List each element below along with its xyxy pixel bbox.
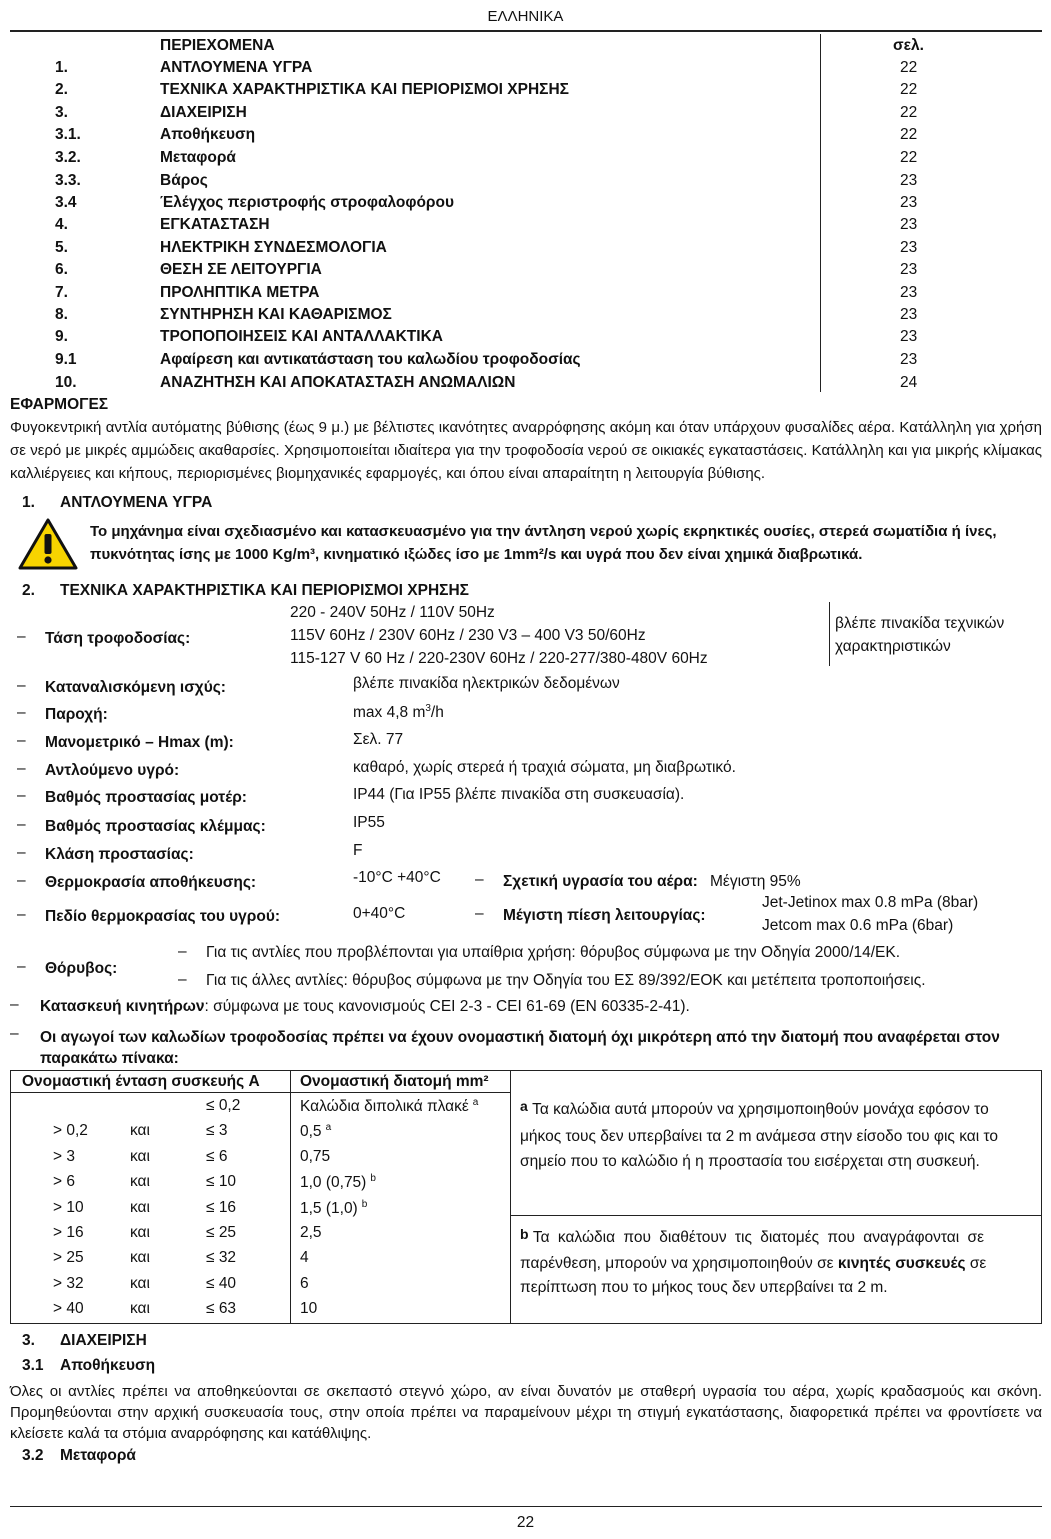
section1-warning-text: Το μηχάνημα είναι σχεδιασμένο και κατασκευασμένο για την άντληση νερού χωρίς εκρηκτικές ουσίες, στερεά σωματίδια ή ίνες, πυκνότητας ίσης με 1000 Kg/m³, κινηματικό ιξώδες ίσο με 1mm²/s και υγρά που δεν είναι χημικά διαβρωτικά. <box>90 523 997 563</box>
cell-and: και <box>130 1147 150 1165</box>
voltage-label: Τάση τροφοδοσίας: <box>45 630 191 647</box>
toc-row-title: ΑΝΑΖΗΤΗΣΗ ΚΑΙ ΑΠΟΚΑΤΑΣΤΑΣΗ ΑΝΩΜΑΛΙΩΝ <box>160 374 516 391</box>
page-number: 22 <box>516 1514 535 1531</box>
cell-section-value: 10 <box>300 1300 318 1318</box>
cell-footnote-mark: b <box>370 1173 376 1185</box>
cell-upper-bound: ≤ 3 <box>206 1122 228 1140</box>
cell-and: και <box>130 1224 150 1241</box>
cell-upper-bound: ≤ 0,2 <box>206 1097 241 1114</box>
motor-protection-label: Βαθμός προστασίας μοτέρ: <box>45 789 247 806</box>
toc-row-number: 4. <box>55 216 68 233</box>
toc-row-title: ΘΕΣΗ ΣΕ ΛΕΙΤΟΥΡΓΙΑ <box>160 261 322 278</box>
motor-build-label: Κατασκευή κινητήρων <box>40 998 205 1015</box>
applications-heading: ΕΦΑΡΜΟΓΕΣ <box>10 396 109 413</box>
flow-value-text: max 4,8 m <box>353 704 426 722</box>
footer-rule <box>10 1506 1042 1507</box>
cell-section-value: 2,5 <box>300 1224 322 1241</box>
toc-row-page: 22 <box>900 149 918 166</box>
toc-row-number: 10. <box>55 374 77 391</box>
pressure-line-1: Jet-Jetinox max 0.8 mPa (8bar) <box>762 894 979 911</box>
cell-upper-bound: ≤ 6 <box>206 1147 228 1165</box>
toc-row <box>0 81 1051 103</box>
toc-row-number: 3.2. <box>55 149 81 166</box>
toc-title: ΠΕΡΙΕΧΟΜΕΝΑ <box>160 37 275 54</box>
toc-row-title: Βάρος <box>160 172 208 189</box>
motor-protection-value: IP44 (Για IP55 βλέπε πινακίδα στη συσκευασία). <box>353 786 685 803</box>
table-header-bottom <box>10 1092 510 1093</box>
liquid-value: καθαρό, χωρίς στερεά ή τραχιά σώματα, μη διαβρωτικό. <box>353 759 736 776</box>
table-border-right <box>1041 1070 1042 1324</box>
cell-upper-bound: ≤ 10 <box>206 1173 237 1191</box>
toc-row <box>0 149 1051 171</box>
cell-and: και <box>130 1249 150 1267</box>
noise-line-1-dash: – <box>178 943 187 960</box>
toc-row-page: 24 <box>900 374 918 391</box>
toc-row-title: Μεταφορά <box>160 149 236 166</box>
cell-upper-bound: ≤ 16 <box>206 1198 237 1216</box>
cell-section <box>300 1249 309 1267</box>
toc-page-column-header: σελ. <box>893 37 924 54</box>
head-value: Σελ. 77 <box>353 731 404 748</box>
toc-row <box>0 306 1051 328</box>
cell-lower-bound: > 25 <box>53 1249 84 1267</box>
toc-row-number: 6. <box>55 261 68 278</box>
toc-row-page: 23 <box>900 306 918 323</box>
note-b-line-2-post: σε <box>965 1255 987 1272</box>
toc-row-page: 22 <box>900 59 918 76</box>
voltage-note-line-2: χαρακτηριστικών <box>835 638 951 655</box>
cell-upper-bound: ≤ 32 <box>206 1249 237 1267</box>
note-b-line-3: περίπτωση που το μήκος τους δεν υπερβαίνει τα 2 m. <box>520 1279 888 1296</box>
toc-row-title: Αφαίρεση και αντικατάσταση του καλωδίου τροφοδοσίας <box>160 351 581 368</box>
cell-section <box>300 1199 367 1218</box>
cell-upper-bound: ≤ 40 <box>206 1274 237 1292</box>
flow-dash: – <box>17 704 26 721</box>
notes-divider <box>510 1215 1042 1216</box>
head-label: Μανομετρικό – Hmax (m): <box>45 734 234 751</box>
cell-section <box>300 1275 309 1293</box>
motor-build-value: : σύμφωνα με τους κανονισμούς CEI 2-3 - CEI 61-69 (EN 60335-2-41). <box>204 998 690 1015</box>
toc-row <box>0 284 1051 306</box>
toc-row-page: 23 <box>900 194 918 211</box>
toc-row-number: 3.1. <box>55 126 81 143</box>
cell-lower-bound: > 3 <box>53 1147 75 1165</box>
cell-footnote-mark: a <box>325 1122 332 1134</box>
noise-dash: – <box>17 958 26 975</box>
cell-upper-bound: ≤ 25 <box>206 1224 237 1241</box>
cell-section-value: 0,75 <box>300 1147 331 1165</box>
toc-row-number: 3. <box>55 104 68 121</box>
storage-text: Όλες οι αντλίες πρέπει να αποθηκεύονται σε σκεπαστό στεγνό χώρο, αν είναι δυνατόν με σταθερή υγρασία του αέρα, χωρίς κραδασμούς και σκόνη. Προμηθεύονται στην αρχική συσκευασία τους, στην οποία πρέπει να παραμείνουν μέχρι τη στιγμή εγκατάστασης, διαφορετικά πρέπει να φροντίσετε να κλείσετε καλά τα στόμια αναρρόφησης και κατάθλιψης. <box>10 1383 1042 1442</box>
terminal-protection-value: IP55 <box>353 814 385 831</box>
note-a <box>520 1098 989 1119</box>
cell-and: και <box>130 1173 150 1191</box>
cell-section-value: 6 <box>300 1274 309 1292</box>
cell-and: και <box>130 1122 150 1140</box>
cell-lower-bound: > 0,2 <box>53 1122 88 1140</box>
motor-protection-dash: – <box>17 787 26 804</box>
toc-row-number: 1. <box>55 59 68 76</box>
note-b-line-2-pre: παρένθεση, μπορούν να χρησιμοποιηθούν σε <box>520 1255 838 1272</box>
col2-header: Ονομαστική διατομή mm² <box>300 1073 489 1090</box>
applications-text: Φυγοκεντρική αντλία αυτόματης βύθισης (έως 9 μ.) με βέλτιστες ικανότητες αναρρόφησης ακόμη και όταν υπάρχουν φυσαλίδες αέρα. Κατάλληλη για χρήση σε νερό με μικρές αμμώδεις ακαθαρσίες. Χρησιμοποιείται ιδιαίτερα για την τροφοδοσία νερού σε οικιακές εγκαταστάσεις. Κατάλληλη και για μικρής κλίμακας καλλιέργειες και κήπους, περιορισμένες βιομηχανικές εφαρμογές, και όπου είναι απαραίτητη η λειτουργία βύθισης. <box>10 419 1042 482</box>
note-b <box>520 1226 984 1247</box>
noise-label: Θόρυβος: <box>45 960 118 977</box>
note-b-line-2 <box>520 1255 986 1273</box>
pressure-dash: – <box>475 905 484 922</box>
toc-row-number: 9.1 <box>55 351 77 368</box>
toc-row-number: 3.3. <box>55 172 81 189</box>
section3-title: ΔΙΑΧΕΙΡΙΣΗ <box>60 1332 147 1349</box>
toc-row-page: 22 <box>900 104 918 121</box>
table-border-bottom <box>10 1323 1042 1324</box>
terminal-protection-label: Βαθμός προστασίας κλέμμας: <box>45 818 266 835</box>
toc-row-page: 23 <box>900 172 918 189</box>
cell-section <box>300 1224 322 1242</box>
toc-row-title: ΔΙΑΧΕΙΡΙΣΗ <box>160 104 247 121</box>
note-b-line-1: Τα καλώδια που διαθέτουν τις διατομές που αναγράφονται σε <box>532 1229 984 1246</box>
toc-row-number: 9. <box>55 328 68 345</box>
cell-and: και <box>130 1274 150 1292</box>
toc-row-title: ΣΥΝΤΗΡΗΣΗ ΚΑΙ ΚΑΘΑΡΙΣΜΟΣ <box>160 306 392 323</box>
toc-row-title: ΕΓΚΑΤΑΣΤΑΣΗ <box>160 216 270 233</box>
toc-row <box>0 239 1051 261</box>
section1-title: ΑΝΤΛΟΥΜΕΝΑ ΥΓΡΑ <box>60 494 213 511</box>
cell-section-value: Καλώδια διπολικά πλακέ <box>300 1098 469 1116</box>
liquid-label: Αντλούμενο υγρό: <box>45 762 180 779</box>
humidity-label: Σχετική υγρασία του αέρα: <box>503 873 698 890</box>
header-rule <box>10 30 1042 32</box>
toc-row <box>0 172 1051 194</box>
toc-row-page: 23 <box>900 239 918 256</box>
liquid-temp-label: Πεδίο θερμοκρασίας του υγρού: <box>45 908 281 925</box>
toc-row-page: 23 <box>900 261 918 278</box>
noise-line-2-dash: – <box>178 971 187 988</box>
toc-row-page: 23 <box>900 284 918 301</box>
class-value: F <box>353 842 363 859</box>
voltage-dash: – <box>17 628 26 645</box>
cell-footnote-mark: b <box>361 1198 368 1210</box>
toc-row-title: ΤΡΟΠΟΠΟΙΗΣΕΙΣ ΚΑΙ ΑΝΤΑΛΛΑΚΤΙΚΑ <box>160 328 443 345</box>
liquid-temp-dash: – <box>17 906 26 923</box>
toc-row-page: 23 <box>900 351 918 368</box>
toc-row-number: 2. <box>55 81 68 98</box>
note-a-line-1: Τα καλώδια αυτά μπορούν να χρησιμοποιηθούν μονάχα εφόσον το <box>532 1101 989 1118</box>
col1-header: Ονομαστική ένταση συσκευής A <box>22 1073 260 1090</box>
cable-note-dash: – <box>10 1025 19 1042</box>
toc-row-title: Έλέγχος περιστροφής στροφαλοφόρου <box>160 194 455 211</box>
cell-section <box>300 1148 330 1166</box>
toc-row-page: 23 <box>900 216 918 233</box>
liquid-temp-value: 0+40°C <box>353 905 406 922</box>
table-col-divider <box>290 1070 291 1324</box>
flow-label: Παροχή: <box>45 706 108 723</box>
section2-title: ΤΕΧΝΙΚΑ ΧΑΡΑΚΤΗΡΙΣΤΙΚΑ ΚΑΙ ΠΕΡΙΟΡΙΣΜΟΙ ΧΡΗΣΗΣ <box>60 582 469 599</box>
head-dash: – <box>17 732 26 749</box>
section3-2-number: 3.2 <box>22 1447 44 1464</box>
cell-section-value: 1,5 (1,0) <box>300 1199 358 1217</box>
toc-row <box>0 216 1051 238</box>
section3-2-title: Μεταφορά <box>60 1447 136 1464</box>
toc-row <box>0 374 1051 396</box>
warning-icon <box>18 518 78 570</box>
toc-row-number: 5. <box>55 239 68 256</box>
note-a-line-3: σημείο που το καλώδιο ή η προστασία του εισέρχεται στη συσκευή. <box>520 1153 980 1170</box>
cell-upper-bound: ≤ 63 <box>206 1300 237 1318</box>
cell-section-value: 4 <box>300 1249 309 1267</box>
cell-lower-bound: > 10 <box>53 1198 84 1216</box>
toc-row-page: 22 <box>900 81 918 98</box>
noise-line-1: Για τις αντλίες που προβλέπονται για υπαίθρια χρήση: θόρυβος σύμφωνα με την Οδηγία 2000/14/ΕΚ. <box>206 944 901 961</box>
liquid-dash: – <box>17 760 26 777</box>
note-b-mobile: κινητές συσκευές <box>837 1255 966 1272</box>
humidity-value: Μέγιστη 95% <box>710 873 801 890</box>
section3-1-number: 3.1 <box>22 1357 44 1374</box>
toc-row <box>0 351 1051 373</box>
motor-build-dash: – <box>10 996 19 1013</box>
section2-number: 2. <box>22 582 35 599</box>
voltage-note-bar <box>829 602 830 666</box>
voltage-line-2: 115V 60Hz / 230V 60Hz / 230 V3 – 400 V3 50/60Hz <box>290 627 646 644</box>
cell-section <box>300 1300 317 1318</box>
class-dash: – <box>17 844 26 861</box>
toc-row <box>0 104 1051 126</box>
cell-lower-bound: > 16 <box>53 1224 84 1241</box>
table-border-left <box>10 1070 11 1324</box>
cable-note: Οι αγωγοί των καλωδίων τροφοδοσίας πρέπει να έχουν ονομαστική διατομή όχι μικρότερη από την διατομή που αναφέρεται στον παρακάτω πίνακα: <box>40 1029 1000 1067</box>
toc-row-number: 7. <box>55 284 68 301</box>
storage-temp-label: Θερμοκρασία αποθήκευσης: <box>45 874 257 891</box>
toc-row-title: ΤΕΧΝΙΚΑ ΧΑΡΑΚΤΗΡΙΣΤΙΚΑ ΚΑΙ ΠΕΡΙΟΡΙΣΜΟΙ ΧΡΗΣΗΣ <box>160 81 569 98</box>
power-label: Καταναλισκόμενη ισχύς: <box>45 679 226 696</box>
humidity-dash: – <box>475 871 484 888</box>
noise-line-2: Για τις άλλες αντλίες: θόρυβος σύμφωνα με την Οδηγία του ΕΣ 89/392/ΕΟΚ και μετέπειτα τροποποιήσεις. <box>206 972 926 989</box>
table-col-divider-2 <box>510 1070 511 1324</box>
toc-row <box>0 194 1051 216</box>
cell-lower-bound: > 6 <box>53 1173 75 1191</box>
cell-lower-bound: > 40 <box>53 1300 84 1318</box>
cell-section <box>300 1097 478 1116</box>
power-value: βλέπε πινακίδα ηλεκτρικών δεδομένων <box>353 675 620 692</box>
toc-row-number: 8. <box>55 306 68 323</box>
toc-row-page: 22 <box>900 126 918 143</box>
toc-row <box>0 126 1051 148</box>
table-border-top <box>10 1070 1042 1071</box>
pressure-label: Μέγιστη πίεση λειτουργίας: <box>503 907 706 924</box>
pressure-line-2: Jetcom max 0.6 mPa (6bar) <box>762 917 954 934</box>
cell-and: και <box>130 1198 150 1216</box>
cell-section <box>300 1122 331 1141</box>
note-b-mark: b <box>520 1226 529 1242</box>
note-a-mark: a <box>520 1098 528 1114</box>
toc-row <box>0 59 1051 81</box>
language-header: ΕΛΛΗΝΙΚΑ <box>487 8 564 25</box>
cell-footnote-mark: a <box>472 1097 479 1108</box>
toc-row-title: ΠΡΟΛΗΠΤΙΚΑ ΜΕΤΡΑ <box>160 284 320 301</box>
toc-row-title: ΗΛΕΚΤΡΙΚΗ ΣΥΝΔΕΣΜΟΛΟΓΙΑ <box>160 239 387 256</box>
section1-number: 1. <box>22 494 35 511</box>
voltage-line-3: 115-127 V 60 Hz / 220-230V 60Hz / 220-277/380-480V 60Hz <box>290 650 708 667</box>
toc-row <box>0 261 1051 283</box>
flow-unit: /h <box>430 704 444 722</box>
section3-1-title: Αποθήκευση <box>60 1357 156 1374</box>
storage-temp-value: -10°C +40°C <box>353 869 441 886</box>
cell-section <box>300 1173 376 1192</box>
cell-section-value: 0,5 <box>300 1123 322 1141</box>
storage-temp-dash: – <box>17 872 26 889</box>
note-a-line-2: μήκος τους δεν υπερβαίνει τα 2 m ανάμεσα στην είσοδο του φις και το <box>520 1128 999 1145</box>
voltage-line-1: 220 - 240V 50Hz / 110V 50Hz <box>290 604 495 621</box>
flow-exponent: 3 <box>425 703 431 714</box>
section3-number: 3. <box>22 1332 35 1349</box>
terminal-protection-dash: – <box>17 816 26 833</box>
toc-row-title: ΑΝΤΛΟΥΜΕΝΑ ΥΓΡΑ <box>160 59 313 76</box>
class-label: Κλάση προστασίας: <box>45 846 194 863</box>
toc-row-number: 3.4 <box>55 194 77 211</box>
voltage-note-line-1: βλέπε πινακίδα τεχνικών <box>835 615 1005 632</box>
power-dash: – <box>17 677 26 694</box>
cell-section-value: 1,0 (0,75) <box>300 1174 367 1192</box>
motor-build <box>40 998 690 1016</box>
toc-row-title: Αποθήκευση <box>160 126 256 143</box>
flow-value <box>353 703 444 722</box>
cell-and: και <box>130 1300 150 1318</box>
cell-lower-bound: > 32 <box>53 1274 84 1292</box>
toc-row <box>0 328 1051 350</box>
toc-row-page: 23 <box>900 328 918 345</box>
